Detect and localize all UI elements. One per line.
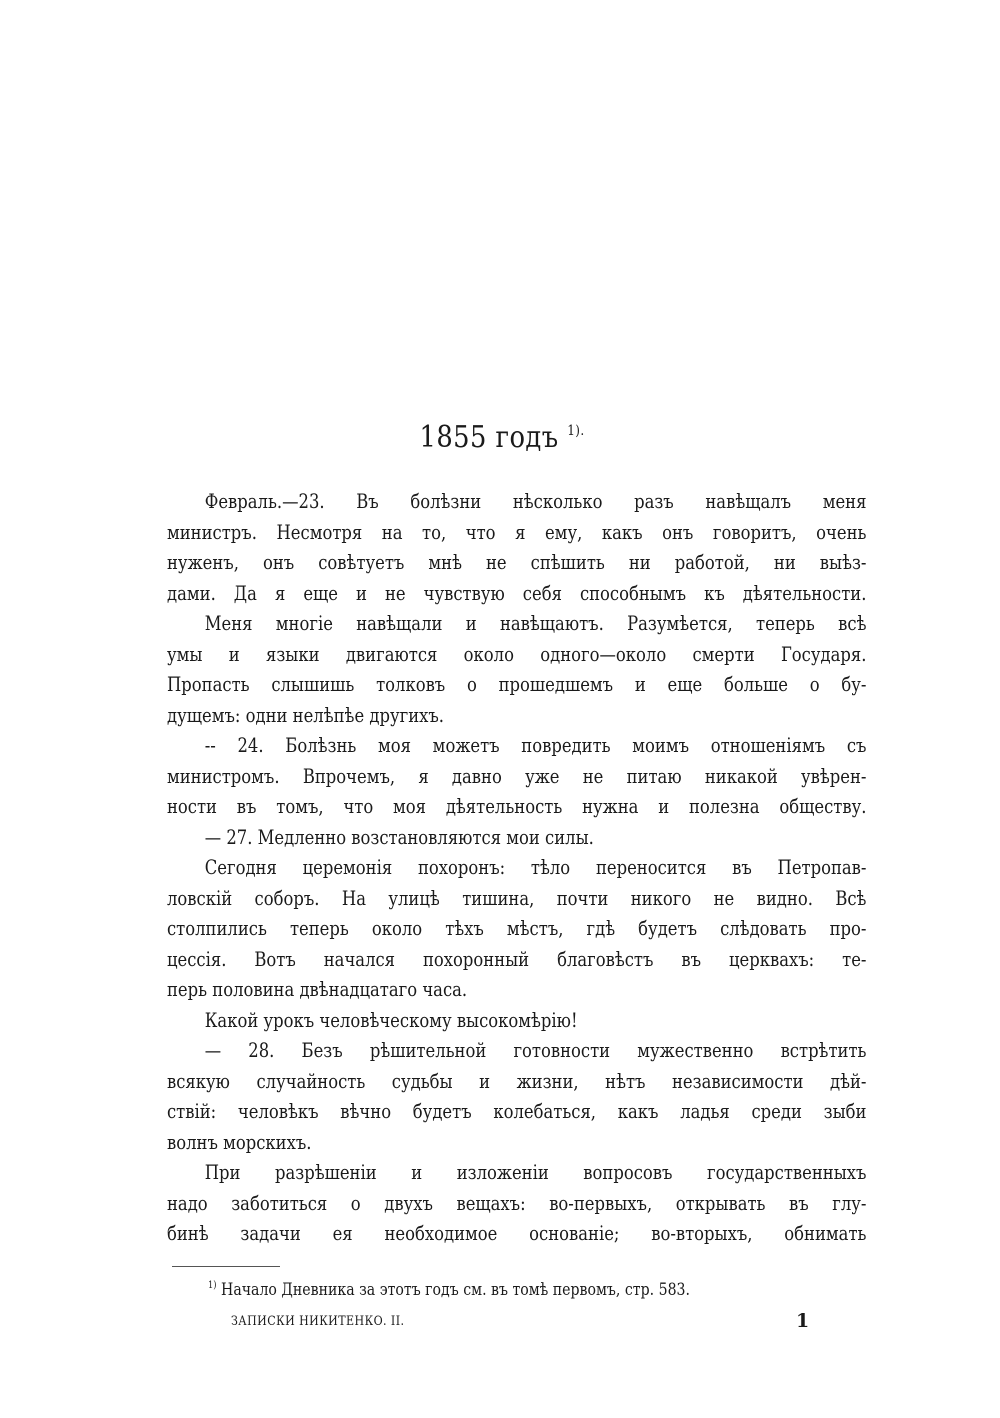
text-line: министръ. Несмотря на то, что я ему, какъ онъ говоритъ, очень xyxy=(167,519,867,544)
text-line: Пропасть слышишь толковъ о прошедшемъ и еще больше о бу- xyxy=(167,672,867,696)
text-line: умы и языки двигаются около одного—около смерти Государя. xyxy=(167,641,867,666)
text-line: столпились теперь около тѣхъ мѣстъ, гдѣ будетъ слѣдовать про- xyxy=(167,916,867,940)
text-line: министромъ. Впрочемъ, я давно уже не питаю никакой увѣрен- xyxy=(167,763,867,788)
footnote-text: Начало Дневника за этотъ годъ см. въ томѣ первомъ, стр. 583. xyxy=(221,1280,691,1300)
text-line: нуженъ, онъ совѣтуетъ мнѣ не спѣшить ни работой, ни выѣз- xyxy=(167,550,867,574)
text-line: дущемъ: одни нелѣпѣе другихъ. xyxy=(167,702,445,727)
text-line: Меня многіе навѣщали и навѣщаютъ. Разумѣется, теперь всѣ xyxy=(204,611,867,635)
text-line: перь половина двѣнадцатаго часа. xyxy=(167,977,468,1001)
heading-footnote-marker: 1). xyxy=(567,423,585,439)
text-line: ности въ томъ, что моя дѣятельность нужна и полезна обществу. xyxy=(167,794,867,818)
text-line: Сегодня церемонія похоронъ: тѣло переносится въ Петропав- xyxy=(204,855,867,879)
text-line: ствій: человѣкъ вѣчно будетъ колебаться, какъ ладья среди зыби xyxy=(167,1099,867,1123)
text-line: — 27. Медленно возстановляются мои силы. xyxy=(204,824,594,849)
heading-text: 1855 годъ xyxy=(419,420,559,455)
footnote-marker: 1) xyxy=(208,1280,217,1291)
footnote xyxy=(208,1280,690,1300)
text-line: дами. Да я еще и не чувствую себя способнымъ къ дѣятельности. xyxy=(167,580,867,605)
text-line: — 28. Безъ рѣшительной готовности мужественно встрѣтить xyxy=(204,1038,867,1062)
text-line: всякую случайность судьбы и жизни, нѣтъ независимости дѣй- xyxy=(167,1068,867,1093)
printer-signature: ЗАПИСКИ НИКИТЕНКО. II. xyxy=(231,1314,405,1329)
body-text xyxy=(167,486,867,1249)
text-line: -- 24. Болѣзнь моя можетъ повредить моимъ отношеніямъ съ xyxy=(204,733,867,757)
text-line: ловскій соборъ. На улицѣ тишина, почти никого не видно. Всѣ xyxy=(167,885,867,910)
text-line: цессія. Вотъ начался похоронный благовѣстъ въ церквахъ: те- xyxy=(167,946,867,971)
text-line: Февраль.—23. Въ болѣзни нѣсколько разъ навѣщалъ меня xyxy=(204,489,867,513)
page-heading xyxy=(72,420,932,455)
text-line: При разрѣшеніи и изложеніи вопросовъ государственныхъ xyxy=(204,1160,867,1184)
text-line: Какой урокъ человѣческому высокомѣрію! xyxy=(204,1007,578,1032)
text-line: волнъ морскихъ. xyxy=(167,1129,312,1154)
footnote-rule xyxy=(172,1266,280,1267)
page-number: 1 xyxy=(796,1310,810,1332)
text-line: надо заботиться о двухъ вещахъ: во-первыхъ, открывать въ глу- xyxy=(167,1190,867,1215)
text-line: бинѣ задачи ея необходимое основаніе; во-вторыхъ, обнимать xyxy=(167,1221,867,1245)
